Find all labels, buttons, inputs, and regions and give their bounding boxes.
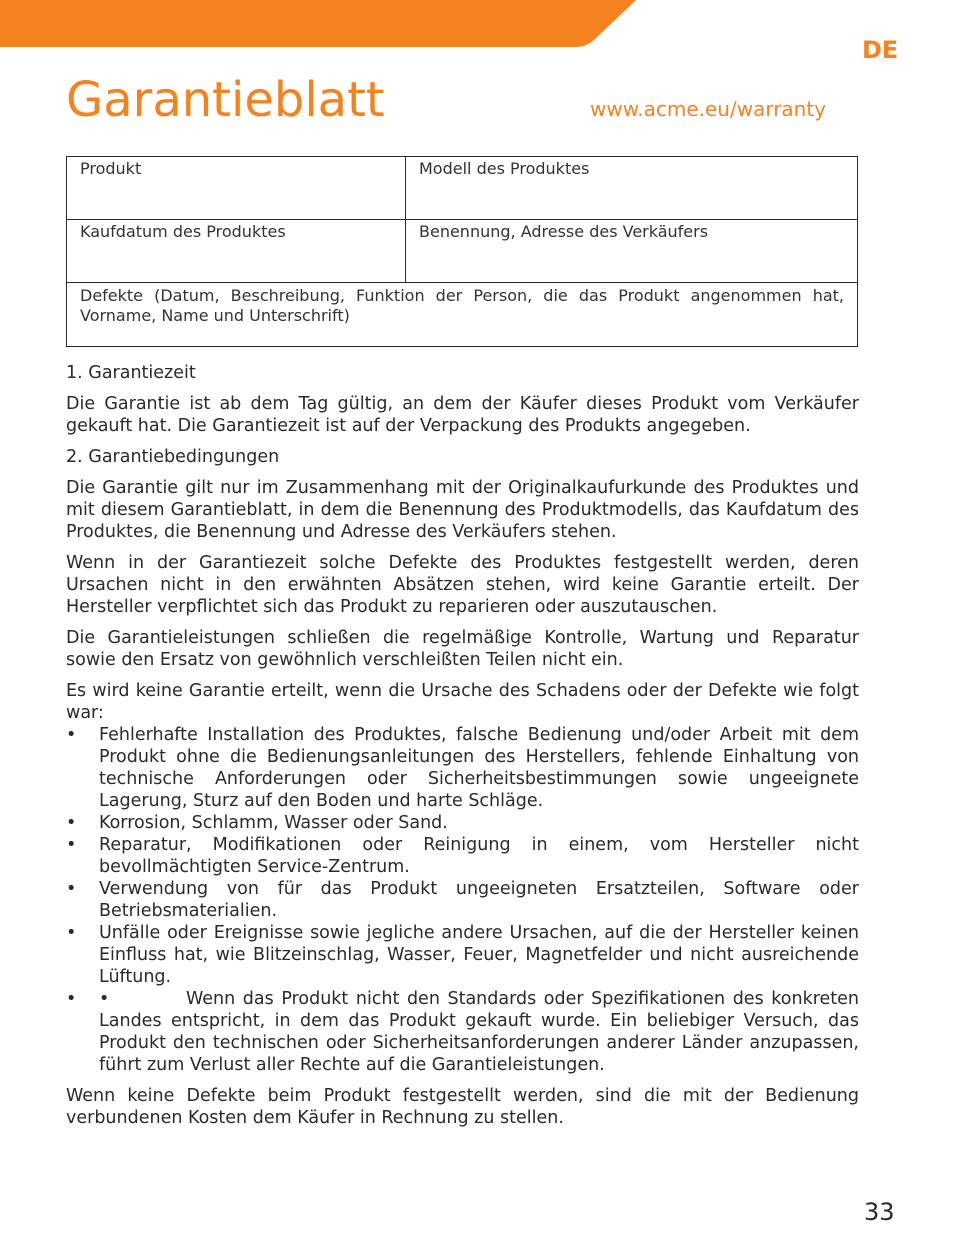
bullet-icon: • xyxy=(66,923,77,943)
list-item: • Korrosion, Schlamm, Wasser oder Sand. xyxy=(66,813,448,833)
list-item: • Fehlerhafte Installation des Produktes, falsche Bedienung und/oder Arbeit mit dem Produkt ohne die Bedienungsanleitungen des Herstellers, fehlende Einhaltung von technische Anforderungen oder Sicherheitsbestimmungen sowie ungeeignete Lagerung, Sturz auf den Boden und harte Schläge. xyxy=(66,725,859,811)
bullet-icon: • xyxy=(66,989,77,1009)
list-item: • Reparatur, Modifikationen oder Reinigung in einem, vom Hersteller nicht bevollmächtigten Service-Zentrum. xyxy=(66,835,859,877)
list-item: • Unfälle oder Ereignisse sowie jegliche andere Ursachen, auf die der Hersteller keinen Einfluss hat, wie Blitzeinschlag, Wasser, Feuer, Magnetfelder und nicht ausreichende Lüftung. xyxy=(66,923,859,987)
bullet-icon: • xyxy=(66,835,77,855)
defects-label: Defekte (Datum, Beschreibung, Funktion der Person, die das Produkt angenommen hat, Vorname, Name und Unterschrift) xyxy=(80,286,844,325)
seller-label: Benennung, Adresse des Verkäufers xyxy=(419,222,709,241)
warranty-terms xyxy=(66,362,859,1138)
section-2-paragraph-4: Es wird keine Garantie erteilt, wenn die Ursache des Schadens oder der Defekte wie folgt war: xyxy=(66,681,859,723)
bullet-icon: • xyxy=(66,879,77,899)
exclusion-list xyxy=(66,724,859,1076)
list-item: • Verwendung von für das Produkt ungeeigneten Ersatzteilen, Software oder Betriebsmaterialien. xyxy=(66,879,859,921)
page-title: Garantieblatt xyxy=(66,72,385,128)
seller-field[interactable] xyxy=(406,220,858,283)
product-field[interactable] xyxy=(67,157,406,220)
section-2-paragraph-3: Die Garantieleistungen schließen die regelmäßige Kontrolle, Wartung und Reparatur sowie den Ersatz von gewöhnlich verschleißten Teilen nicht ein. xyxy=(66,628,859,670)
warranty-url-link[interactable]: www.acme.eu/warranty xyxy=(590,97,827,121)
section-2-paragraph-5: Wenn keine Defekte beim Produkt festgestellt werden, sind die mit der Bedienung verbundenen Kosten dem Käufer in Rechnung zu stellen. xyxy=(66,1086,859,1128)
product-label: Produkt xyxy=(80,159,142,178)
page-number: 33 xyxy=(864,1198,895,1226)
purchase-date-label: Kaufdatum des Produktes xyxy=(80,222,286,241)
header-accent-bar xyxy=(0,0,636,47)
section-1-paragraph: Die Garantie ist ab dem Tag gültig, an dem der Käufer dieses Produkt vom Verkäufer gekauft hat. Die Garantiezeit ist auf der Verpackung des Produkts angegeben. xyxy=(66,394,859,436)
bullet-icon: • xyxy=(66,725,77,745)
warranty-form-table xyxy=(66,156,858,347)
section-2-paragraph-2: Wenn in der Garantiezeit solche Defekte des Produktes festgestellt werden, deren Ursachen nicht in den erwähnten Absätzen stehen, wird keine Garantie erteilt. Der Hersteller verpflichtet sich das Produkt zu reparieren oder auszutauschen. xyxy=(66,553,859,617)
bullet-icon: • xyxy=(66,813,77,833)
list-item: • • Wenn das Produkt nicht den Standards oder Spezifikationen des konkreten Landes entspricht, in dem das Produkt gekauft wurde. Ein beliebiger Versuch, das Produkt den technischen oder Sicherheitsanforderungen anderer Länder anzupassen, führt zum Verlust aller Rechte auf die Garantieleistungen. xyxy=(66,989,859,1075)
purchase-date-field[interactable] xyxy=(67,220,406,283)
section-2-heading: 2. Garantiebedingungen xyxy=(66,447,280,467)
inner-bullet-icon: • xyxy=(99,989,110,1009)
defects-field[interactable] xyxy=(67,283,858,347)
model-field[interactable] xyxy=(406,157,858,220)
section-2-paragraph-1: Die Garantie gilt nur im Zusammenhang mit der Originalkaufurkunde des Produktes und mit diesem Garantieblatt, in dem die Benennung des Produktmodells, das Kaufdatum des Produktes, die Benennung und Adresse des Verkäufers stehen. xyxy=(66,478,859,542)
model-label: Modell des Produktes xyxy=(419,159,590,178)
language-label: DE xyxy=(862,36,899,64)
section-1-heading: 1. Garantiezeit xyxy=(66,363,196,383)
